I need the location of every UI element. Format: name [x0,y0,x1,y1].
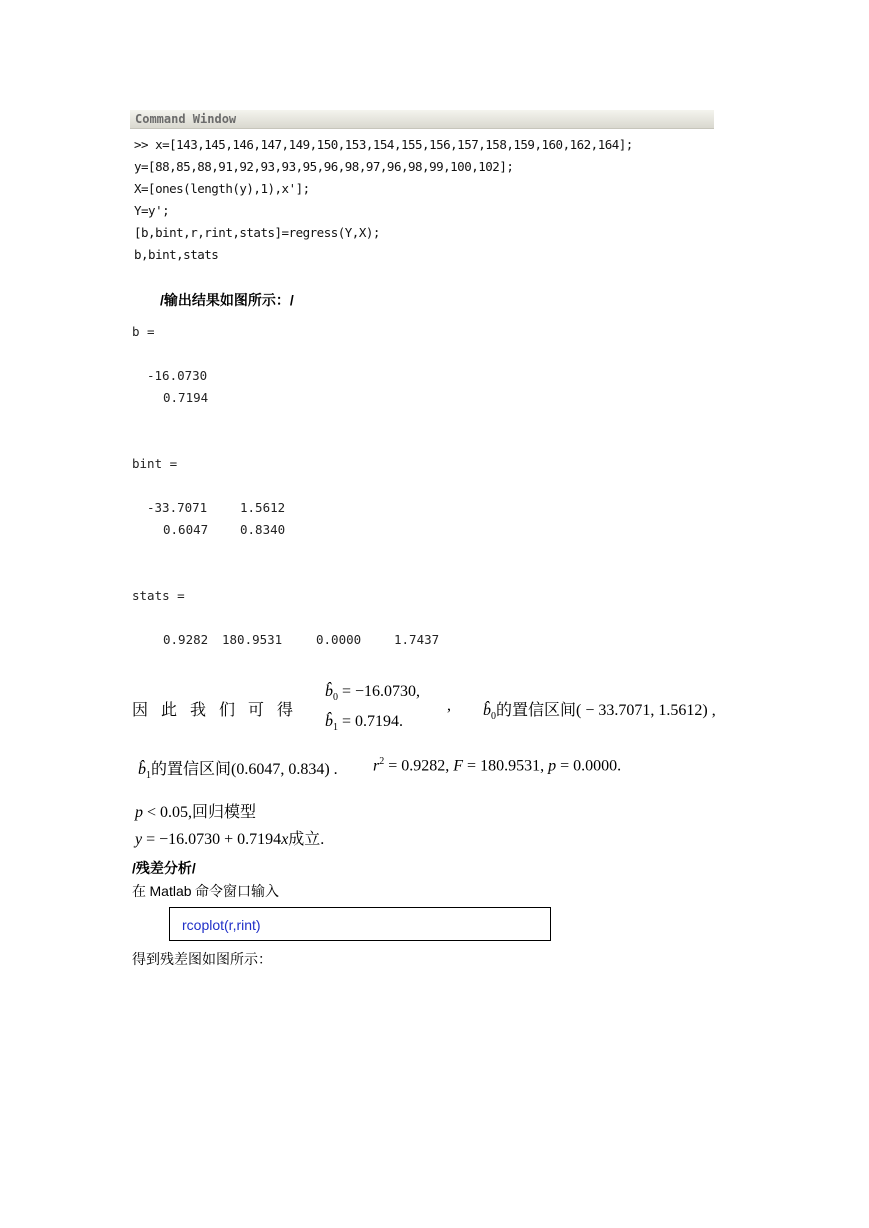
intro-suffix: 命令窗口输入 [191,885,280,900]
intro-prefix: 在 [132,885,150,900]
bint-value: -33.7071 [147,500,208,515]
model-equation-value: = −16.0730 + 0.7194 [142,831,282,848]
p-condition-value: < 0.05, [143,804,193,821]
b0-equation: $b̂_0 = -16.0730$, [325,683,421,704]
p-condition: p < 0.05,回归模型 [135,804,257,821]
residual-intro [132,881,279,901]
p-value: = 0.0000. [556,757,622,775]
model-text: 回归模型 [192,804,257,821]
stats-value: 0.0000 [316,632,362,647]
code-box [169,907,551,941]
code-command: rcoplot(r,rint) [182,917,261,933]
separator-comma: , [447,697,451,714]
command-line: [b,bint,r,rint,stats]=regress(Y,X); [134,225,380,240]
b1-equation: $b̂_1 = 0.7194$. [325,713,404,734]
model-equation: y = −16.0730 + 0.7194x成立. [135,831,325,848]
statistics-summary: $r^2 = 0.9282$, F = 180.9531, p = 0.0000. [373,756,622,775]
r2-value: = 0.9282, [384,757,454,775]
command-line: X=[ones(length(y),1),x']; [134,181,310,196]
b0-interval: $b̂_0$的置信区间( − 33.7071, 1.5612) , [483,702,716,723]
b-value: 0.7194 [163,390,209,405]
stats-value: 0.9282 [163,632,209,647]
command-line: Y=y'; [134,203,170,218]
b1-interval-text: 的置信区间 [151,761,232,778]
stats-value: 1.7437 [394,632,440,647]
stats-value: 180.9531 [222,632,283,647]
intro-matlab: Matlab [149,883,192,899]
bint-label: bint = [132,456,178,471]
command-line: >> x=[143,145,146,147,149,150,153,154,155,156,157,158,159,160,162,164]; [134,137,633,152]
b0-interval-value: ( − 33.7071, 1.5612) , [576,702,716,719]
b1-equation-value: = 0.7194. [342,713,404,730]
command-window-title: Command Window [130,110,714,129]
residual-after: 得到残差图如图所示： [132,953,272,968]
b0-equation-value: = −16.0730, [342,683,421,700]
output-heading: /输出结果如图所示：/ [160,292,294,308]
b1-interval: $b̂_1$的置信区间(0.6047, 0.834) . [138,761,338,782]
residual-heading: /残差分析/ [132,860,196,876]
conclusion-lead: 因此我们可得 [132,702,307,719]
b0-interval-text: 的置信区间 [496,702,577,719]
b1-interval-value: (0.6047, 0.834) . [231,761,338,778]
bint-value: 0.8340 [240,522,286,537]
bint-value: 0.6047 [163,522,209,537]
command-line: b,bint,stats [134,247,219,262]
model-established: 成立. [288,831,325,848]
b-value: -16.0730 [147,368,208,383]
bint-value: 1.5612 [240,500,286,515]
b-label: b = [132,324,155,339]
command-line: y=[88,85,88,91,92,93,93,95,96,98,97,96,98,99,100,102]; [134,159,514,174]
command-window [130,110,714,270]
f-value: = 180.9531, [463,757,549,775]
stats-label: stats = [132,588,185,603]
